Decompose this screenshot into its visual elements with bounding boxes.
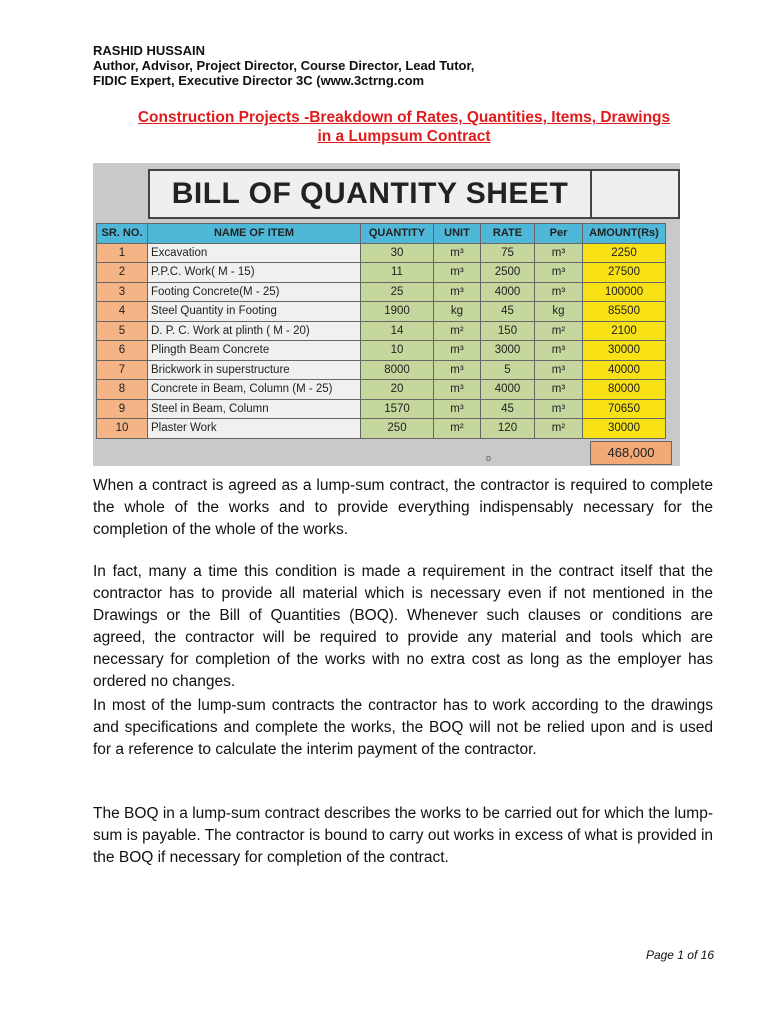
col-header-name: NAME OF ITEM xyxy=(148,224,361,244)
cell-item-name: Steel in Beam, Column xyxy=(148,399,361,419)
table-row xyxy=(97,341,666,361)
cell-unit: m³ xyxy=(434,282,481,302)
cell-unit: m³ xyxy=(434,263,481,283)
cell-amount: 30000 xyxy=(583,341,666,361)
cell-amount: 100000 xyxy=(583,282,666,302)
cell-item-name: Concrete in Beam, Column (M - 25) xyxy=(148,380,361,400)
paragraph-2: In fact, many a time this condition is made a requirement in the contract itself that the contractor has to provide all material which is necessary even if not mentioned in the Drawings or the Bill of Quantities (BOQ). Whenever such clauses or conditions are agreed, the contractor will be required to provide any material and tools which are necessary for completion of the works with no extra cost as long as the employer has ordered no changes. xyxy=(93,563,713,690)
col-header-amount: AMOUNT(Rs) xyxy=(583,224,666,244)
cell-rate: 5 xyxy=(481,360,535,380)
cell-per: m³ xyxy=(535,380,583,400)
col-header-per: Per xyxy=(535,224,583,244)
cell-per: m³ xyxy=(535,263,583,283)
cell-item-name: Plingth Beam Concrete xyxy=(148,341,361,361)
author-affiliation: FIDIC Expert, Executive Director 3C (www.3ctrng.com xyxy=(93,73,425,88)
cell-sr-no: 5 xyxy=(97,321,148,341)
cell-per: m³ xyxy=(535,341,583,361)
document-title xyxy=(80,108,728,146)
cell-amount: 2100 xyxy=(583,321,666,341)
cell-unit: m³ xyxy=(434,380,481,400)
cell-amount: 27500 xyxy=(583,263,666,283)
cell-per: m³ xyxy=(535,399,583,419)
boq-heading-box xyxy=(590,169,680,219)
cell-unit: kg xyxy=(434,302,481,322)
cell-sr-no: 10 xyxy=(97,419,148,439)
cell-quantity: 1900 xyxy=(361,302,434,322)
paragraph-4: The BOQ in a lump-sum contract describes the works to be carried out for which the lump-sum is payable. The contractor is bound to carry out works in excess of what is provided in the BOQ if necessary for completion of the contract. xyxy=(93,805,714,866)
table-row xyxy=(97,282,666,302)
boq-total: 468,000 xyxy=(590,441,672,465)
cell-unit: m³ xyxy=(434,341,481,361)
table-row xyxy=(97,243,666,263)
boq-sheet-image xyxy=(93,163,680,466)
cell-amount: 2250 xyxy=(583,243,666,263)
cell-quantity: 250 xyxy=(361,419,434,439)
cell-item-name: P.P.C. Work( M - 15) xyxy=(148,263,361,283)
cell-sr-no: 8 xyxy=(97,380,148,400)
cell-sr-no: 2 xyxy=(97,263,148,283)
cell-rate: 150 xyxy=(481,321,535,341)
cell-amount: 80000 xyxy=(583,380,666,400)
cell-sr-no: 1 xyxy=(97,243,148,263)
table-row xyxy=(97,380,666,400)
cell-quantity: 11 xyxy=(361,263,434,283)
cell-quantity: 1570 xyxy=(361,399,434,419)
boq-header-row xyxy=(97,224,666,244)
cell-per: kg xyxy=(535,302,583,322)
col-header-unit: UNIT xyxy=(434,224,481,244)
col-header-sr-no: SR. NO. xyxy=(97,224,148,244)
cell-quantity: 8000 xyxy=(361,360,434,380)
cell-quantity: 10 xyxy=(361,341,434,361)
cell-rate: 45 xyxy=(481,399,535,419)
title-line-2: in a Lumpsum Contract xyxy=(317,128,491,145)
cell-rate: 75 xyxy=(481,243,535,263)
cell-quantity: 30 xyxy=(361,243,434,263)
boq-heading: BILL OF QUANTITY SHEET xyxy=(148,169,592,219)
paragraph-3: In most of the lump-sum contracts the contractor has to work according to the drawings and specifications and complete the works, the BOQ will not be relied upon and is used for a reference to calculate the interim payment of the contractor. xyxy=(93,697,713,758)
cell-rate: 120 xyxy=(481,419,535,439)
col-header-quantity: QUANTITY xyxy=(361,224,434,244)
cell-per: m³ xyxy=(535,360,583,380)
cell-per: m³ xyxy=(535,243,583,263)
boq-table xyxy=(96,223,666,439)
cell-rate: 2500 xyxy=(481,263,535,283)
cell-item-name: D. P. C. Work at plinth ( M - 20) xyxy=(148,321,361,341)
cell-unit: m² xyxy=(434,321,481,341)
cell-amount: 30000 xyxy=(583,419,666,439)
author-block xyxy=(93,43,713,88)
table-row xyxy=(97,360,666,380)
author-name: RASHID HUSSAIN xyxy=(93,43,205,58)
col-header-rate: RATE xyxy=(481,224,535,244)
cell-rate: 3000 xyxy=(481,341,535,361)
cell-sr-no: 4 xyxy=(97,302,148,322)
cell-quantity: 20 xyxy=(361,380,434,400)
cell-rate: 4000 xyxy=(481,282,535,302)
cell-per: m² xyxy=(535,321,583,341)
cell-unit: m² xyxy=(434,419,481,439)
cell-per: m³ xyxy=(535,282,583,302)
cell-unit: m³ xyxy=(434,360,481,380)
cell-rate: 4000 xyxy=(481,380,535,400)
author-roles: Author, Advisor, Project Director, Course Director, Lead Tutor, xyxy=(93,58,475,73)
cell-sr-no: 7 xyxy=(97,360,148,380)
cell-quantity: 25 xyxy=(361,282,434,302)
cell-sr-no: 6 xyxy=(97,341,148,361)
cell-rate: 45 xyxy=(481,302,535,322)
table-row xyxy=(97,263,666,283)
table-row xyxy=(97,419,666,439)
cell-quantity: 14 xyxy=(361,321,434,341)
cell-per: m² xyxy=(535,419,583,439)
table-row xyxy=(97,302,666,322)
cell-item-name: Footing Concrete(M - 25) xyxy=(148,282,361,302)
cell-amount: 85500 xyxy=(583,302,666,322)
cell-item-name: Brickwork in superstructure xyxy=(148,360,361,380)
cell-amount: 70650 xyxy=(583,399,666,419)
cell-item-name: Plaster Work xyxy=(148,419,361,439)
table-row xyxy=(97,321,666,341)
cell-item-name: Excavation xyxy=(148,243,361,263)
cell-item-name: Steel Quantity in Footing xyxy=(148,302,361,322)
title-line-1: Construction Projects -Breakdown of Rates, Quantities, Items, Drawings xyxy=(137,109,671,126)
cell-sr-no: 3 xyxy=(97,282,148,302)
cell-sr-no: 9 xyxy=(97,399,148,419)
paragraph-1: When a contract is agreed as a lump-sum contract, the contractor is required to complete the whole of the works and to provide everything indispensably necessary for the completion of the whole of the works. xyxy=(93,477,713,538)
cell-unit: m³ xyxy=(434,243,481,263)
table-row xyxy=(97,399,666,419)
boq-mark: o xyxy=(486,453,492,463)
page-number: Page 1 of 16 xyxy=(645,948,714,962)
cell-amount: 40000 xyxy=(583,360,666,380)
cell-unit: m³ xyxy=(434,399,481,419)
